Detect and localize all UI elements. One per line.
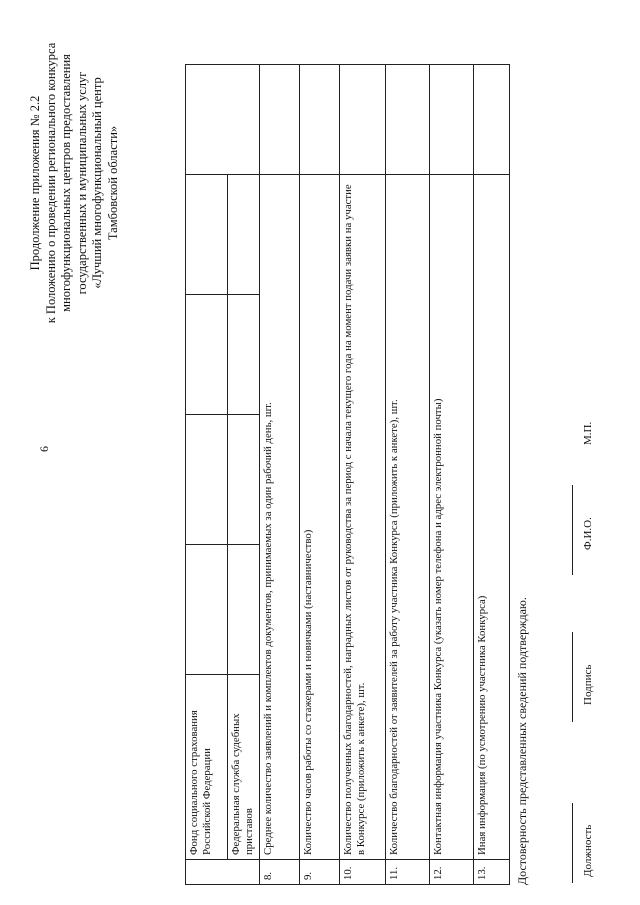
table-cell bbox=[385, 65, 429, 175]
table-row bbox=[429, 65, 473, 885]
signature-line bbox=[572, 803, 573, 883]
table-row bbox=[299, 65, 339, 885]
row-number: 13. bbox=[473, 860, 509, 885]
signature-line bbox=[572, 632, 573, 722]
table-row bbox=[339, 65, 385, 885]
row-label: Количество часов работы со стажерами и новичками (наставничество) bbox=[299, 175, 339, 860]
row-label: Количество благодарностей от заявителей за работу участника Конкурса (приложить к анкете), шт. bbox=[385, 175, 429, 860]
appendix-header bbox=[28, 13, 122, 353]
table-cell bbox=[339, 65, 385, 175]
row-label: Федеральная служба судебных приставов bbox=[228, 675, 260, 860]
header-line: Продолжение приложения № 2.2 bbox=[28, 95, 42, 271]
table-row bbox=[186, 65, 228, 885]
row-label: Среднее количество заявлений и комплектов документов, принимаемых за один рабочий день, шт. bbox=[259, 175, 299, 860]
signature-label-position: Должность bbox=[582, 824, 594, 877]
signature-label-signature: Подпись bbox=[582, 664, 594, 705]
table-cell bbox=[186, 65, 260, 175]
table-cell bbox=[228, 295, 260, 415]
table-cell bbox=[186, 860, 260, 885]
row-number: 9. bbox=[299, 860, 339, 885]
row-number: 10. bbox=[339, 860, 385, 885]
header-line: «Лучший многофункциональный центр bbox=[90, 77, 105, 289]
signature-line bbox=[572, 485, 573, 575]
header-line: многофункциональных центров предоставления bbox=[59, 54, 74, 312]
header-line: к Положению о проведении регионального конкурса bbox=[43, 42, 58, 324]
page-number: 6 bbox=[37, 446, 51, 452]
header-line: Тамбовской области» bbox=[105, 125, 120, 241]
table-cell bbox=[299, 65, 339, 175]
table-cell bbox=[186, 175, 228, 295]
row-number: 11. bbox=[385, 860, 429, 885]
table-cell bbox=[429, 65, 473, 175]
row-label: Контактная информация участника Конкурса (указать номер телефона и адрес электронной почты) bbox=[429, 175, 473, 860]
table-cell bbox=[259, 65, 299, 175]
row-number: 8. bbox=[259, 860, 299, 885]
table-row bbox=[259, 65, 299, 885]
confirmation-text: Достоверность представленных сведений подтверждаю. bbox=[515, 597, 529, 885]
row-number: 12. bbox=[429, 860, 473, 885]
header-line: государственных и муниципальных услуг bbox=[74, 71, 89, 295]
table-cell bbox=[228, 175, 260, 295]
table-cell bbox=[473, 65, 509, 175]
table-cell bbox=[186, 545, 228, 675]
table-row bbox=[385, 65, 429, 885]
table-row bbox=[228, 65, 260, 885]
row-label: Фонд социального страхования Российской Федерации bbox=[186, 675, 228, 860]
table-cell bbox=[228, 415, 260, 545]
row-label: Количество полученных благодарностей, наградных листов от руководства за период с начала текущего года на момент подачи заявки на участие в Конкурсе (приложить к анкете), шт. bbox=[339, 175, 385, 860]
signature-label-name: Ф.И.О. bbox=[582, 517, 594, 550]
row-label: Иная информация (по усмотрению участника Конкурса) bbox=[473, 175, 509, 860]
table-cell bbox=[186, 415, 228, 545]
table-cell bbox=[228, 545, 260, 675]
table-row bbox=[473, 65, 509, 885]
questionnaire-table bbox=[185, 64, 510, 885]
signature-label-stamp: М.П. bbox=[582, 421, 594, 445]
table-cell bbox=[186, 295, 228, 415]
